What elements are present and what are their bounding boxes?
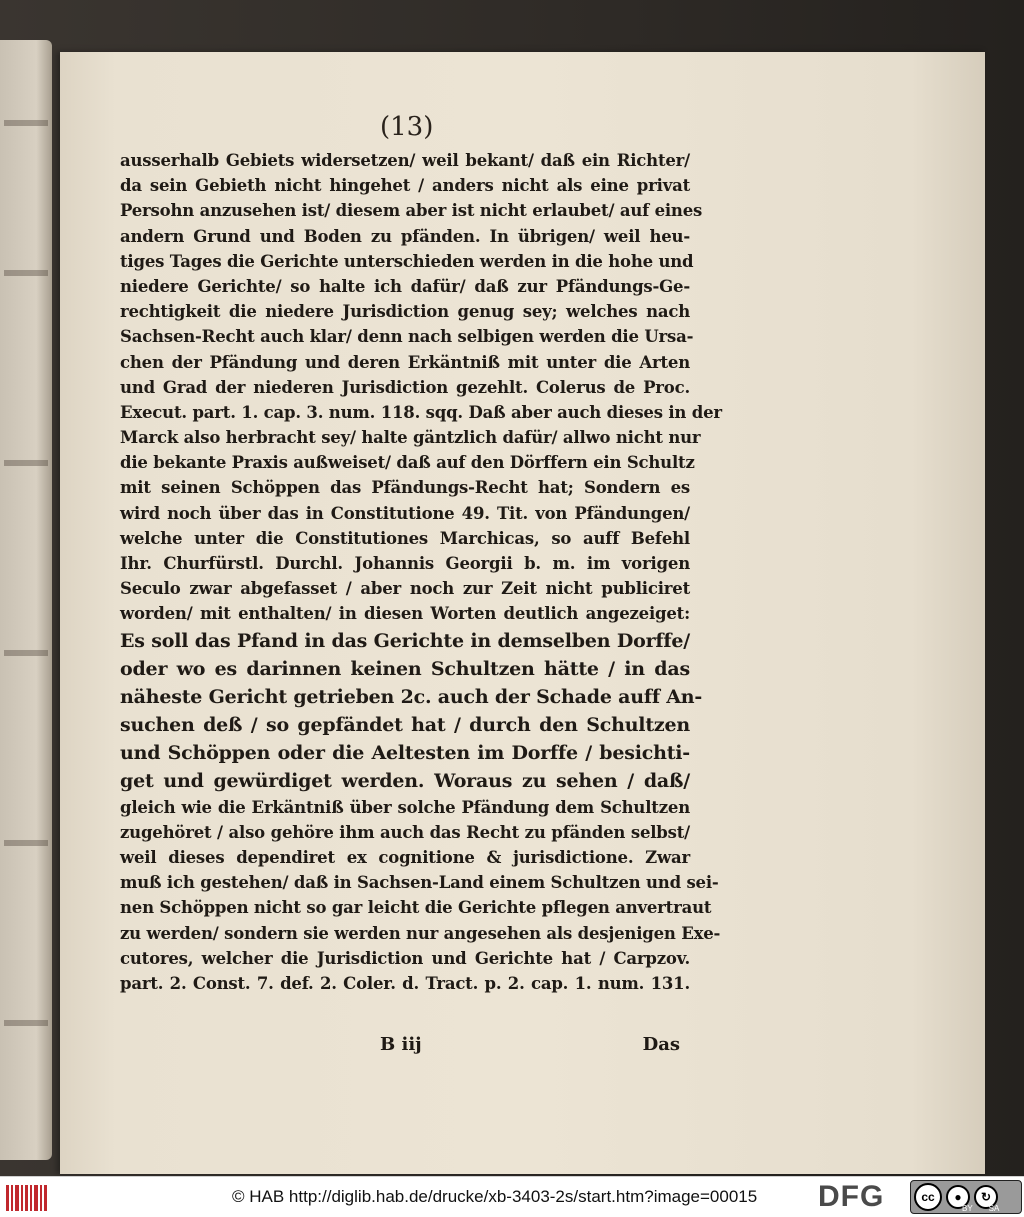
share-alike-icon: ↻ bbox=[974, 1185, 998, 1209]
text-line: ausserhalb Gebiets widersetzen/ weil bekant/ daß ein Richter/ bbox=[120, 151, 690, 170]
previous-page-edge bbox=[0, 40, 52, 1160]
catchword: Das bbox=[642, 1034, 680, 1055]
text-line: tiges Tages die Gerichte unterschieden werden in die hohe und bbox=[120, 251, 694, 271]
text-line: wird noch über das in Constitutione 49. Tit. von Pfändungen/ bbox=[120, 503, 690, 523]
dfg-logo: DFG bbox=[818, 1180, 885, 1213]
text-line: Sachsen-Recht auch klar/ denn nach selbigen werden die Ursa- bbox=[120, 327, 694, 347]
sa-label: SA bbox=[988, 1204, 1000, 1213]
text-line: Seculo zwar abgefasset / aber noch zur Zeit nicht publiciret bbox=[120, 579, 690, 599]
text-line: get und gewürdiget werden. Woraus zu sehen / daß/ bbox=[120, 769, 690, 792]
text-line: oder wo es darinnen keinen Schultzen hätte / in das bbox=[120, 657, 690, 680]
body-text bbox=[120, 148, 722, 996]
viewer-footer-bar bbox=[0, 1176, 1024, 1217]
text-line: zugehöret / also gehöre ihm auch das Recht zu pfänden selbst/ bbox=[120, 822, 690, 842]
text-line: welche unter die Constitutiones Marchicas, so auff Befehl bbox=[120, 528, 690, 548]
by-attribution-icon: ● bbox=[946, 1185, 970, 1209]
signature-mark: B iij bbox=[380, 1034, 422, 1055]
text-line: und Schöppen oder die Aeltesten im Dorffe / besichti- bbox=[120, 741, 690, 764]
copyright-link[interactable]: © HAB http://diglib.hab.de/drucke/xb-3403-2s/start.htm?image=00015 bbox=[232, 1187, 758, 1206]
page-footer bbox=[380, 1034, 680, 1055]
text-line: andern Grund und Boden zu pfänden. In übrigen/ weil heu- bbox=[120, 226, 690, 246]
text-line: muß ich gestehen/ daß in Sachsen-Land einem Schultzen und sei- bbox=[120, 873, 719, 893]
text-line: gleich wie die Erkäntniß über solche Pfändung dem Schultzen bbox=[120, 797, 690, 817]
text-line: Marck also herbracht sey/ halte gäntzlich dafür/ allwo nicht nur bbox=[120, 428, 701, 448]
text-line: zu werden/ sondern sie werden nur angesehen als desjenigen Exe- bbox=[120, 923, 721, 943]
text-line: Es soll das Pfand in das Gerichte in demselben Dorffe/ bbox=[120, 629, 690, 652]
by-label: BY bbox=[962, 1204, 973, 1213]
text-line: Persohn anzusehen ist/ diesem aber ist nicht erlaubet/ auf eines bbox=[120, 201, 703, 221]
cc-labels bbox=[962, 1204, 999, 1213]
text-line: Ihr. Churfürstl. Durchl. Johannis Georgii b. m. im vorigen bbox=[120, 554, 690, 573]
text-line: und Grad der niederen Jurisdiction gezehlt. Colerus de Proc. bbox=[120, 377, 690, 397]
text-line: Execut. part. 1. cap. 3. num. 118. sqq. Daß aber auch dieses in der bbox=[120, 402, 722, 422]
text-line: cutores, welcher die Jurisdiction und Gerichte hat / Carpzov. bbox=[120, 948, 690, 968]
text-line: suchen deß / so gepfändet hat / durch den Schultzen bbox=[120, 713, 690, 736]
text-line: part. 2. Const. 7. def. 2. Coler. d. Tract. p. 2. cap. 1. num. 131. bbox=[120, 973, 690, 993]
text-line: rechtigkeit die niedere Jurisdiction genug sey; welches nach bbox=[120, 302, 690, 322]
text-line: mit seinen Schöppen das Pfändungs-Recht hat; Sondern es bbox=[120, 478, 690, 498]
cc-icon: cc bbox=[914, 1183, 942, 1211]
text-line: näheste Gericht getrieben 2c. auch der Schade auff An- bbox=[120, 685, 703, 708]
text-line: worden/ mit enthalten/ in diesen Worten deutlich angezeiget: bbox=[120, 604, 690, 624]
text-line: chen der Pfändung und deren Erkäntniß mit unter die Arten bbox=[120, 352, 690, 372]
text-line: weil dieses dependiret ex cognitione & jurisdictione. Zwar bbox=[120, 847, 690, 867]
text-line: nen Schöppen nicht so gar leicht die Gerichte pflegen anvertraut bbox=[120, 898, 712, 918]
page-number: (13) bbox=[380, 112, 434, 142]
text-line: da sein Gebieth nicht hingehet / anders nicht als eine privat bbox=[120, 176, 690, 196]
library-barcode-icon bbox=[6, 1185, 50, 1211]
text-line: niedere Gerichte/ so halte ich dafür/ daß zur Pfändungs-Ge- bbox=[120, 276, 690, 296]
text-line: die bekante Praxis außweiset/ daß auf den Dörffern ein Schultz bbox=[120, 453, 695, 473]
